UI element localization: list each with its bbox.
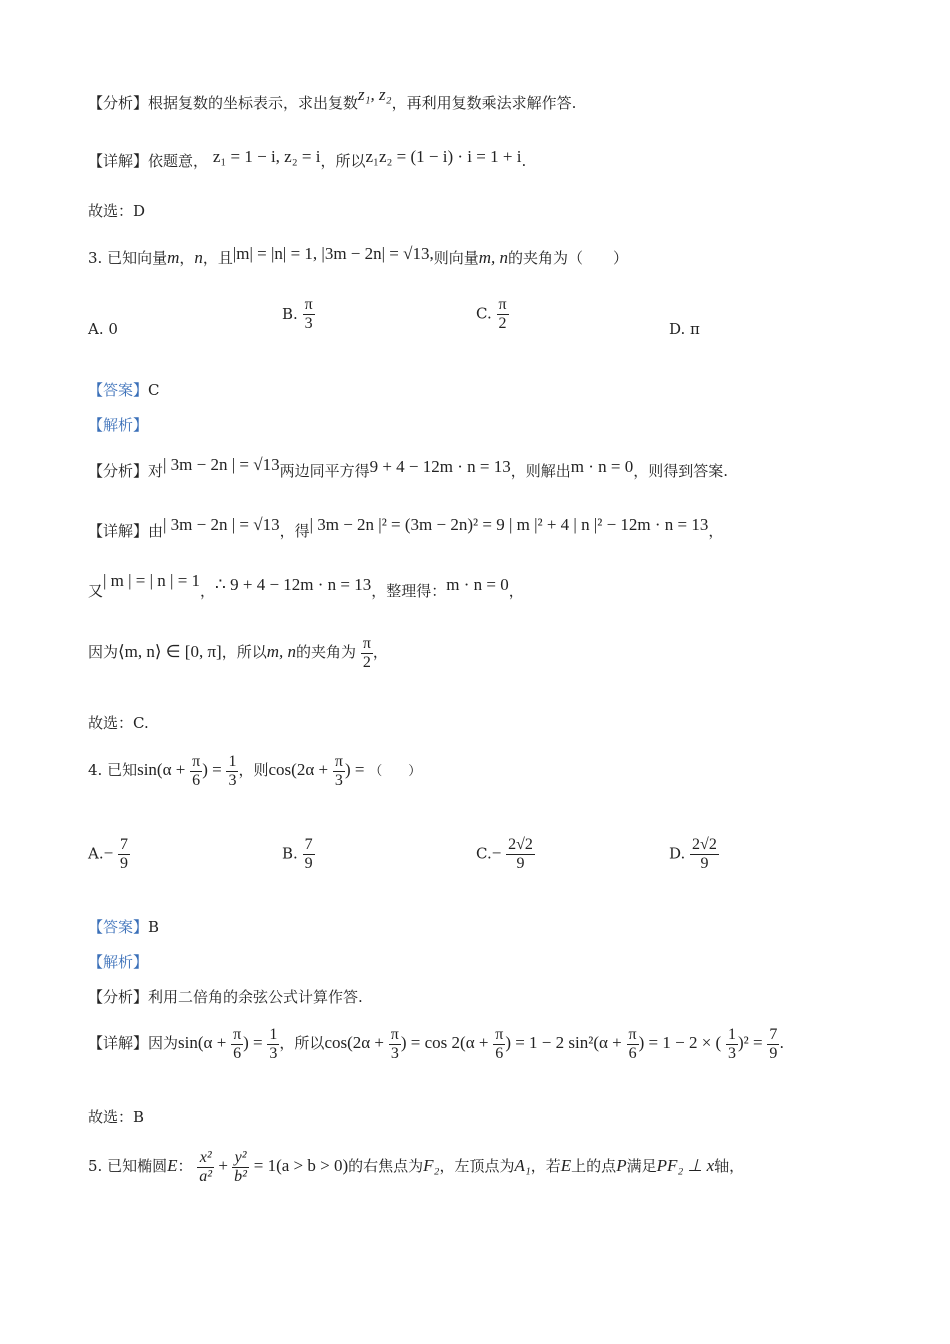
formula: | 3m − 2n | = √13	[163, 515, 280, 534]
fraction: $\frac{\pi}{6}$	[495, 1025, 504, 1062]
q3-stem: 3. 已知向量m，n，且|m| = |n| = 1, |3m − 2n| = √13,则向量m, n的夹角为（ ）	[88, 244, 629, 267]
fraction: $\frac{\pi}{6}$	[192, 752, 201, 789]
q4-choice: 故选：B	[88, 1108, 145, 1126]
fraction: $\frac{1}{3}$	[228, 752, 237, 789]
q5-stem: 5. 已知椭圆E： $\frac{\text{x²}}{\text{a²}}$ + $\frac{\text{y²}}{\text{b²}}$ = 1(a > b > 0)的右焦点为F₂，左顶点为A₁，若E上的点P满足PF₂ ⊥ x轴，	[88, 1148, 745, 1185]
fraction: $\frac{\pi}{2}$	[498, 296, 507, 332]
q3-option-a: A. 0	[88, 320, 118, 338]
q3-option-c: C. $\frac{\pi}{2}$	[476, 296, 507, 332]
fraction: $\frac{7}{9}$	[304, 836, 313, 872]
q4-stem: 4. 已知sin(α + $\frac{\pi}{6}$ ) = $\frac{1}{3}$ ，则cos(2α + $\frac{\pi}{3}$ ) = （ ）	[88, 752, 422, 789]
formula: z₁ = 1 − i, z₂ = i	[212, 147, 321, 166]
q2-detail-line: 【详解】依题意， z₁ = 1 − i, z₂ = i，所以z₁z₂ = (1 − i) · i = 1 + i.	[88, 147, 527, 170]
formula: ⟨m, n⟩ ∈ [0, π]	[118, 642, 222, 661]
fraction: $\frac{\pi}{2}$	[362, 634, 371, 671]
q4-detail: 【详解】因为sin(α + $\frac{\pi}{6}$ ) = $\frac{1}{3}$ ，所以cos(2α + $\frac{\pi}{3}$ ) = cos 2(α + $\frac{\pi}{6}$ ) = 1 − 2 sin²(α + $\frac{\pi}{6}$ ) = 1 − 2 × ( $\frac{1}{3}$ )² = $\frac{7}{9}$ .	[88, 1025, 785, 1062]
q3-option-d: D. π	[669, 320, 700, 338]
fraction: $\frac{2√2}{9}$	[692, 836, 717, 872]
q4-option-d: D. $\frac{2√2}{9}$	[669, 836, 717, 872]
q4-analysis: 【分析】利用二倍角的余弦公式计算作答.	[88, 988, 363, 1006]
fraction: $\frac{\pi}{6}$	[233, 1025, 242, 1062]
q4-option-b: B. $\frac{7}{9}$	[282, 836, 313, 872]
detail-label: 【详解】	[88, 152, 149, 170]
q3-option-b: B. $\frac{\pi}{3}$	[282, 296, 313, 332]
analysis-label: 【分析】	[88, 94, 149, 112]
fraction: $\frac{2√2}{9}$	[508, 836, 533, 872]
q3-answer: 【答案】C	[88, 381, 160, 399]
q2-analysis-line: 【分析】根据复数的坐标表示，求出复数z₁, z₂，再利用复数乘法求解作答.	[88, 85, 577, 112]
formula: z₁z₂ = (1 − i) · i = 1 + i	[365, 147, 522, 166]
formula: |m| = |n| = 1, |3m − 2n| = √13,	[232, 244, 434, 263]
q4-option-c: C.− $\frac{2√2}{9}$	[476, 836, 533, 872]
q2-choice: 故选：D	[88, 202, 146, 220]
q3-you: 又| m | = | n | = 1，∴ 9 + 4 − 12m · n = 13，整理得：m · n = 0，	[88, 571, 524, 600]
formula: | 3m − 2n |² = (3m − 2n)² = 9 | m |² + 4 | n |² − 12m · n = 13	[309, 515, 709, 534]
formula: m · n = 0	[446, 575, 509, 594]
fraction: $\frac{1}{3}$	[269, 1025, 278, 1062]
fraction: $\frac{7}{9}$	[119, 836, 128, 872]
q3-analysis: 【分析】对| 3m − 2n | = √13两边同平方得9 + 4 − 12m · n = 13，则解出m · n = 0，则得到答案.	[88, 455, 729, 480]
fraction: $\frac{1}{3}$	[727, 1025, 736, 1062]
formula: ∴ 9 + 4 − 12m · n = 13	[215, 575, 372, 594]
complex-vars: z₁, z₂	[358, 85, 392, 104]
formula: | m | = | n | = 1	[103, 571, 201, 590]
q4-answer: 【答案】B	[88, 918, 160, 936]
q3-jiexi: 【解析】	[88, 416, 149, 434]
fraction: $\frac{\pi}{3}$	[304, 296, 313, 332]
formula: | 3m − 2n | = √13	[163, 455, 280, 474]
fraction: $\frac{\pi}{6}$	[628, 1025, 637, 1062]
q4-option-a: A.− $\frac{7}{9}$	[88, 836, 128, 872]
fraction: $\frac{\pi}{3}$	[334, 752, 343, 789]
q3-detail: 【详解】由| 3m − 2n | = √13，得| 3m − 2n |² = (3m − 2n)² = 9 | m |² + 4 | n |² − 12m · n = 13，	[88, 515, 724, 540]
q3-because: 因为⟨m, n⟩ ∈ [0, π]，所以m, n的夹角为 $\frac{\pi}{2}$ ，	[88, 634, 388, 671]
fraction: $\frac{\text{x²}}{\text{a²}}$	[199, 1148, 213, 1185]
fraction: $\frac{\text{y²}}{\text{b²}}$	[234, 1148, 247, 1185]
formula: m · n = 0	[570, 457, 634, 476]
fraction: $\frac{\pi}{3}$	[390, 1025, 399, 1062]
q3-choice: 故选：C.	[88, 714, 149, 732]
formula: 9 + 4 − 12m · n = 13	[369, 457, 511, 476]
fraction: $\frac{7}{9}$	[769, 1025, 778, 1062]
q4-jiexi: 【解析】	[88, 953, 149, 971]
